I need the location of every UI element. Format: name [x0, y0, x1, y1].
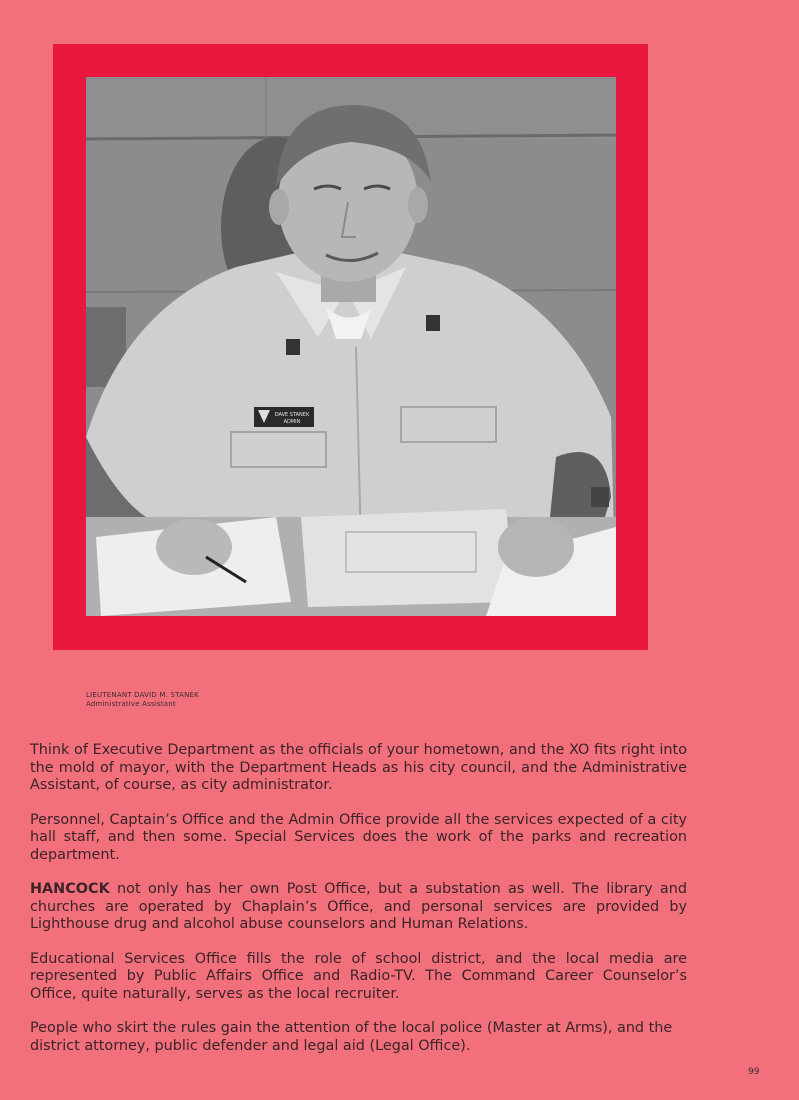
paragraph-2: Personnel, Captain’s Office and the Admin Office provide all the services expected of a city hall staff, and then some. Special Services does the work of the parks and recreation department.	[30, 811, 687, 863]
caption-title: Administrative Assistant	[86, 700, 176, 708]
photo-caption	[86, 691, 199, 709]
caption-name: LIEUTENANT DAVID M. STANEK	[86, 691, 199, 699]
paragraph-3-text: not only has her own Post Office, but a substation as well. The library and churches are operated by Chaplain’s Office, and personal services are provided by Lighthouse drug and alcohol abuse counselors and Human Relations.	[30, 881, 687, 932]
paragraph-4: Educational Services Office fills the role of school district, and the local media are represented by Public Affairs Office and Radio-TV. The Command Career Counselor’s Office, quite naturally, serves as the local recruiter.	[30, 950, 687, 1002]
nameplate-line2: ADMIN	[283, 419, 301, 425]
officer-photo	[86, 77, 616, 616]
ship-name: HANCOCK	[30, 881, 110, 897]
page-number: 99	[748, 1067, 760, 1077]
nameplate-line1: DAVE STANEK	[274, 412, 310, 418]
article-body	[30, 742, 687, 1072]
paragraph-1: Think of Executive Department as the officials of your hometown, and the XO fits right into the mold of mayor, with the Department Heads as his city council, and the Administrative Assistant, of course, as city administrator.	[30, 742, 687, 793]
paragraph-3	[30, 881, 687, 934]
photo-frame	[53, 44, 648, 650]
paragraph-5: People who skirt the rules gain the attention of the local police (Master at Arms), and the district attorney, public defender and legal aid (Legal Office).	[30, 1020, 673, 1054]
officer-photo-illustration	[86, 77, 616, 616]
